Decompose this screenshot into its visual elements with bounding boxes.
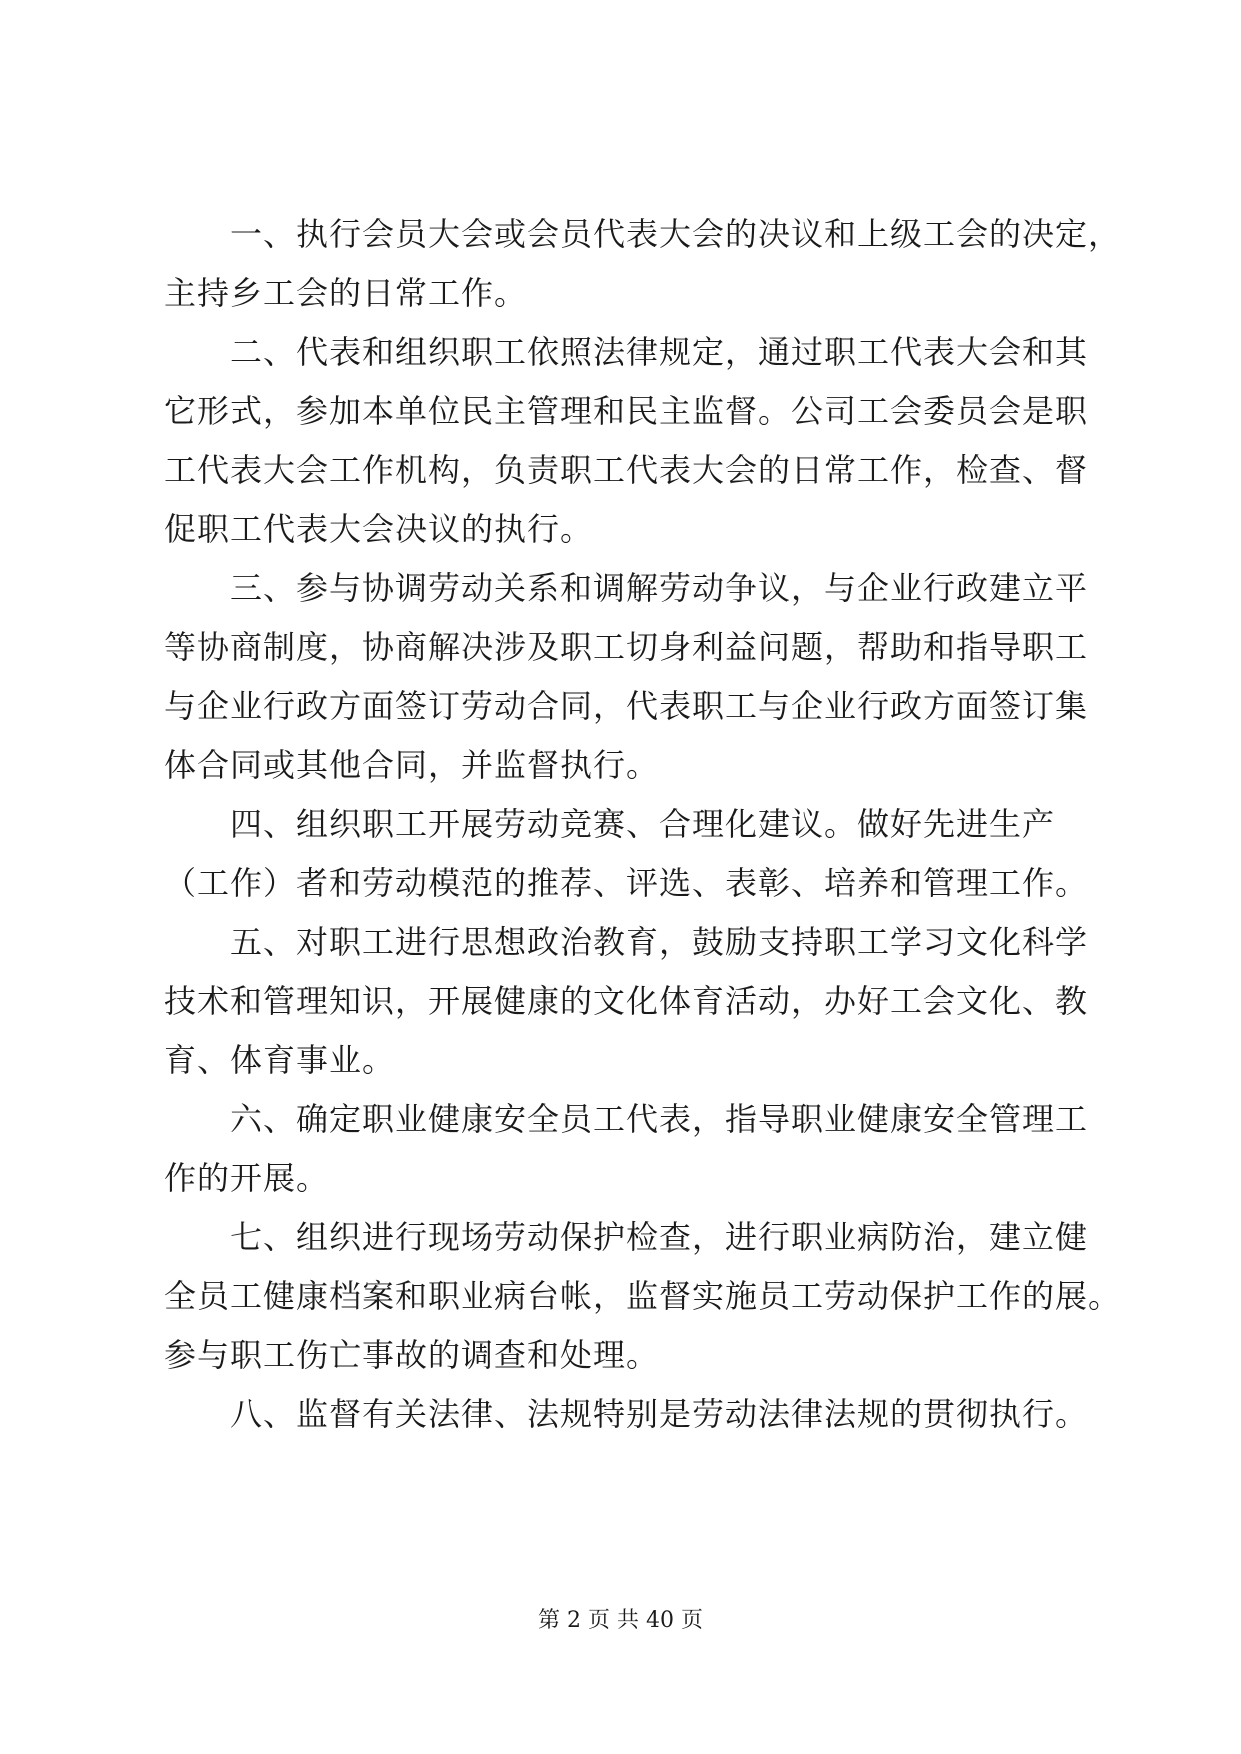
paragraph-7-line-2: 全员工健康档案和职业病台帐，监督实施员工劳动保护工作的展。: [164, 1277, 1122, 1315]
paragraph-1-line-1: 一、执行会员大会或会员代表大会的决议和上级工会的决定，: [230, 215, 1122, 253]
paragraph-2-line-4: 促职工代表大会决议的执行。: [164, 510, 594, 548]
paragraph-2-line-2: 它形式，参加本单位民主管理和民主监督。公司工会委员会是职: [164, 392, 1089, 430]
paragraph-3-line-3: 与企业行政方面签订劳动合同，代表职工与企业行政方面签订集: [164, 687, 1089, 725]
paragraph-5-line-2: 技术和管理知识，开展健康的文化体育活动，办好工会文化、教: [164, 982, 1089, 1020]
paragraph-7-line-3: 参与职工伤亡事故的调查和处理。: [164, 1336, 660, 1374]
paragraph-6-line-2: 作的开展。: [164, 1159, 330, 1197]
paragraph-7-line-1: 七、组织进行现场劳动保护检查，进行职业病防治，建立健: [230, 1218, 1089, 1256]
paragraph-6-line-1: 六、确定职业健康安全员工代表，指导职业健康安全管理工: [230, 1100, 1089, 1138]
paragraph-3-line-4: 体合同或其他合同，并监督执行。: [164, 746, 660, 784]
paragraph-1-line-2: 主持乡工会的日常工作。: [164, 274, 528, 312]
page-number-footer: 第 2 页 共 40 页: [538, 1608, 703, 1633]
paragraph-4-line-2: （工作）者和劳动模范的推荐、评选、表彰、培养和管理工作。: [164, 864, 1089, 902]
paragraph-5-line-1: 五、对职工进行思想政治教育，鼓励支持职工学习文化科学: [230, 923, 1089, 961]
paragraph-3-line-1: 三、参与协调劳动关系和调解劳动争议，与企业行政建立平: [230, 569, 1089, 607]
paragraph-4-line-1: 四、组织职工开展劳动竞赛、合理化建议。做好先进生产: [230, 805, 1056, 843]
paragraph-8-line-1: 八、监督有关法律、法规特别是劳动法律法规的贯彻执行。: [230, 1395, 1089, 1433]
paragraph-2-line-1: 二、代表和组织职工依照法律规定，通过职工代表大会和其: [230, 333, 1089, 371]
paragraph-5-line-3: 育、体育事业。: [164, 1041, 396, 1079]
paragraph-3-line-2: 等协商制度，协商解决涉及职工切身利益问题，帮助和指导职工: [164, 628, 1089, 666]
document-body: [164, 205, 1122, 1444]
paragraph-2-line-3: 工代表大会工作机构，负责职工代表大会的日常工作，检查、督: [164, 451, 1089, 489]
